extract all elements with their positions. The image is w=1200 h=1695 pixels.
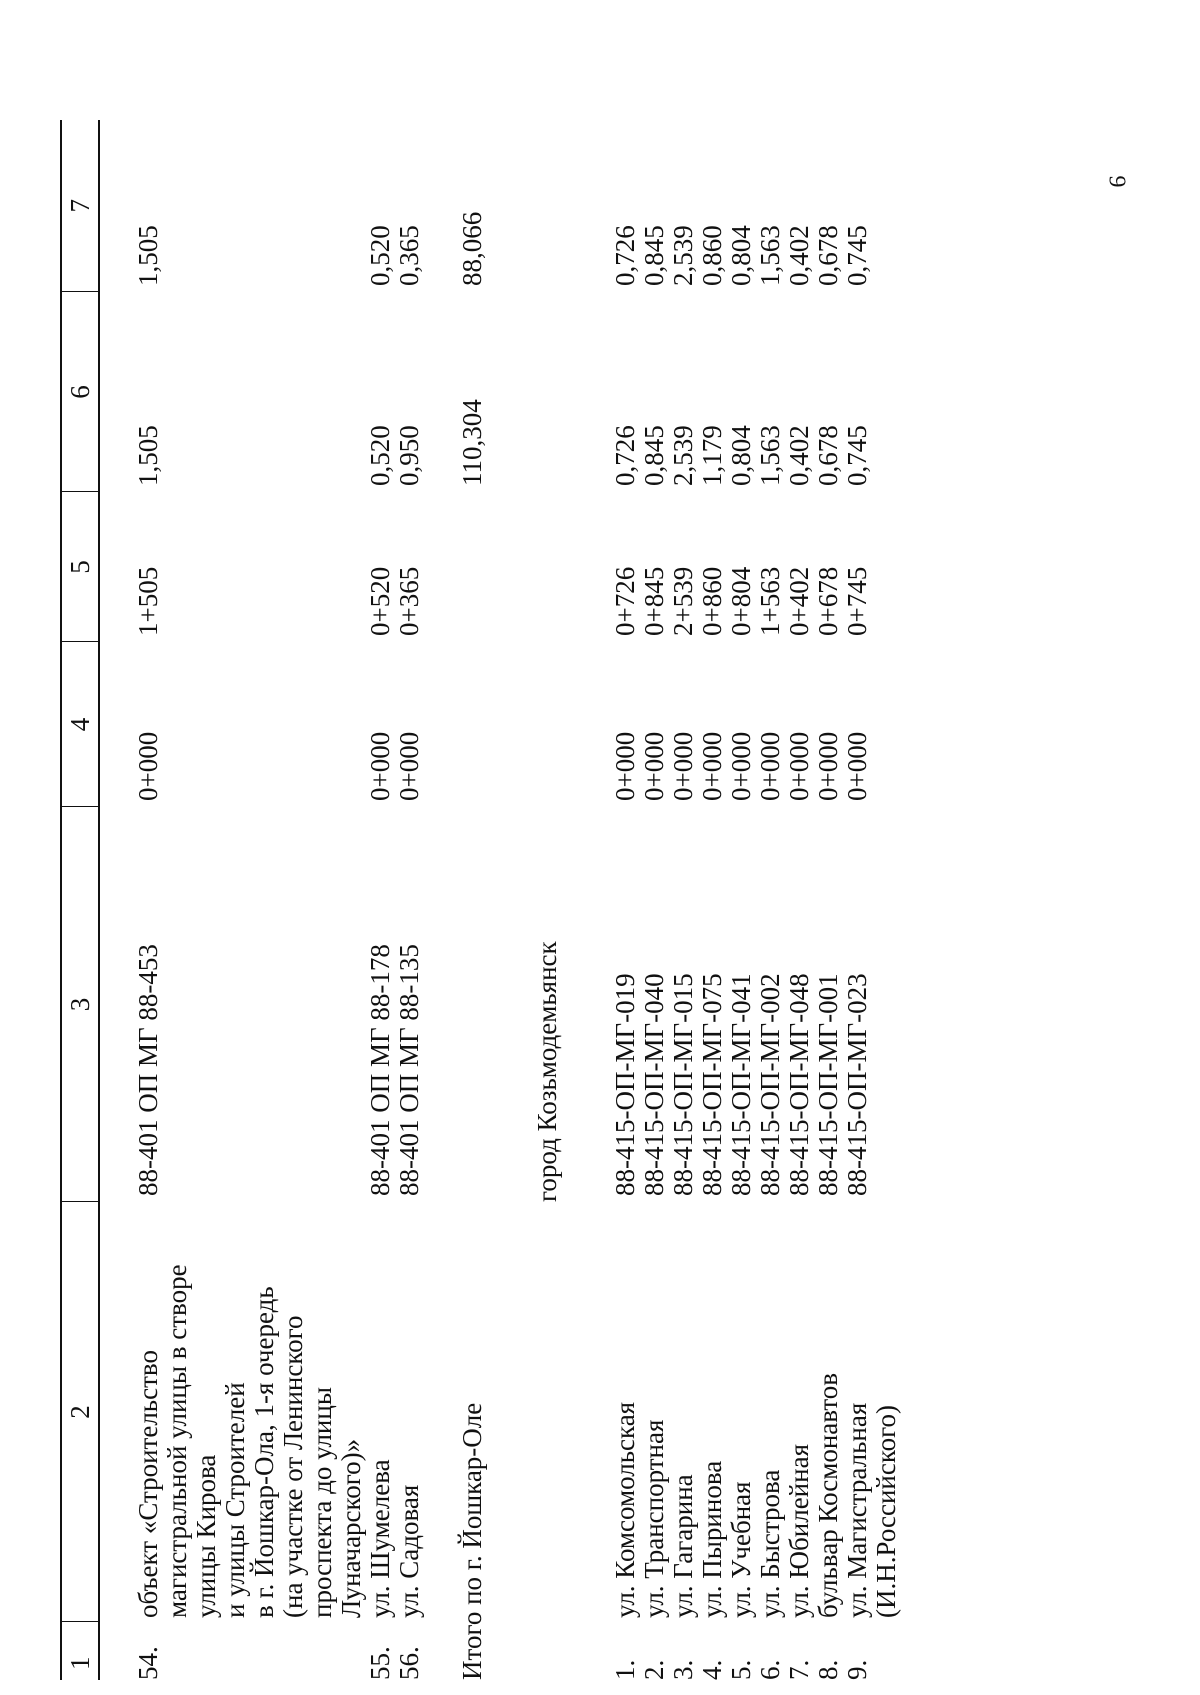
total-length: 0,402 xyxy=(784,425,814,486)
length-value: 0,520 xyxy=(365,225,395,286)
road-code: 88-415-ОП-МГ-040 xyxy=(639,973,669,1196)
start-km: 0+000 xyxy=(813,731,843,801)
row-number: 56. xyxy=(394,1646,424,1680)
total-length: 0,520 xyxy=(365,425,395,486)
total-length: 2,539 xyxy=(668,425,698,486)
road-name xyxy=(756,1202,785,1622)
length-value: 0,804 xyxy=(726,225,756,286)
table-row xyxy=(366,120,395,1680)
city-empty xyxy=(487,1202,577,1622)
end-km: 0+860 xyxy=(697,566,727,636)
road-code: 88-415-ОП-МГ-019 xyxy=(610,973,640,1196)
header-row xyxy=(61,120,99,1680)
table-body xyxy=(99,120,901,1680)
road-name-line: ул. Транспортная xyxy=(639,1419,669,1618)
table-row xyxy=(756,120,785,1680)
spacer-row xyxy=(99,120,134,1680)
row-number: 5. xyxy=(726,1659,756,1680)
end-km: 0+402 xyxy=(784,566,814,636)
city-empty xyxy=(487,1622,577,1680)
total-length: 0,726 xyxy=(610,425,640,486)
road-code: 88-415-ОП-МГ-023 xyxy=(842,973,872,1196)
start-km: 0+000 xyxy=(610,731,640,801)
road-name-line: ул. Учебная xyxy=(726,1481,756,1618)
start-km: 0+000 xyxy=(365,731,395,801)
table-row xyxy=(611,120,640,1680)
road-name-line: в г. Йошкар-Ола, 1-я очередь xyxy=(249,1286,279,1618)
city-row xyxy=(487,120,577,1680)
start-km: 0+000 xyxy=(842,731,872,801)
total-length: 0,745 xyxy=(842,425,872,486)
road-name-line: улицы Кирова xyxy=(191,1454,221,1618)
road-name-line: магистральной улицы в створе xyxy=(162,1264,192,1618)
road-code: 88-401 ОП МГ 88-178 xyxy=(365,944,395,1196)
row-number: 3. xyxy=(668,1659,698,1680)
spacer-row xyxy=(577,120,611,1680)
total-row xyxy=(458,120,487,1680)
table-row xyxy=(669,120,698,1680)
length-value: 2,539 xyxy=(668,225,698,286)
total-length-value: 88,066 xyxy=(457,211,487,286)
road-code: 88-415-ОП-МГ-048 xyxy=(784,973,814,1196)
total-length: 0,845 xyxy=(639,425,669,486)
start-km: 0+000 xyxy=(394,731,424,801)
road-name xyxy=(698,1202,727,1622)
length-value: 0,860 xyxy=(697,225,727,286)
total-length: 0,678 xyxy=(813,425,843,486)
road-code: 88-415-ОП-МГ-075 xyxy=(697,973,727,1196)
row-number: 8. xyxy=(813,1659,843,1680)
header-col-3: 3 xyxy=(61,807,99,1202)
road-name-line: (на участке от Ленинского xyxy=(278,1315,308,1618)
row-number: 6. xyxy=(755,1659,785,1680)
row-number: 55. xyxy=(365,1646,395,1680)
road-name-line: и улицы Строителей xyxy=(220,1382,250,1618)
road-code: 88-415-ОП-МГ-002 xyxy=(755,973,785,1196)
table-row xyxy=(395,120,424,1680)
total-length: 1,505 xyxy=(133,425,163,486)
road-code: 88-401 ОП МГ 88-135 xyxy=(394,944,424,1196)
city-heading: город Козьмодемьянск xyxy=(532,941,562,1202)
length-value: 0,365 xyxy=(394,225,424,286)
header-col-4: 4 xyxy=(61,642,99,807)
header-col-1: 1 xyxy=(61,1622,99,1680)
road-name-line: ул. Гагарина xyxy=(668,1474,698,1618)
spacer-row xyxy=(424,120,458,1680)
road-name-line: ул. Комсомольская xyxy=(610,1401,640,1618)
end-km: 0+804 xyxy=(726,566,756,636)
city-empty xyxy=(487,120,577,807)
end-km: 1+563 xyxy=(755,566,785,636)
road-name xyxy=(843,1202,901,1622)
road-name-line: ул. Юбилейная xyxy=(784,1444,814,1618)
row-number: 1. xyxy=(610,1659,640,1680)
length-value: 0,726 xyxy=(610,225,640,286)
end-km: 0+845 xyxy=(639,566,669,636)
road-name-line: проспекта до улицы xyxy=(307,1387,337,1618)
end-km: 0+520 xyxy=(365,566,395,636)
table-row xyxy=(640,120,669,1680)
road-name xyxy=(366,1202,395,1622)
road-name xyxy=(814,1202,843,1622)
end-km: 2+539 xyxy=(668,566,698,636)
total-length: 0,950 xyxy=(394,425,424,486)
road-code: 88-401 ОП МГ 88-453 xyxy=(133,944,163,1196)
start-km: 0+000 xyxy=(133,731,163,801)
end-km: 1+505 xyxy=(133,566,163,636)
road-name-line: ул. Пыринова xyxy=(697,1460,727,1618)
start-km: 0+000 xyxy=(784,731,814,801)
start-km: 0+000 xyxy=(726,731,756,801)
row-number: 54. xyxy=(133,1646,163,1680)
row-number: 7. xyxy=(784,1659,814,1680)
road-code: 88-415-ОП-МГ-001 xyxy=(813,973,843,1196)
table-row xyxy=(843,120,901,1680)
row-number: 9. xyxy=(842,1659,872,1680)
header-col-7: 7 xyxy=(61,120,99,292)
road-name xyxy=(669,1202,698,1622)
road-name-line: объект «Строительство xyxy=(133,1350,163,1618)
table-row xyxy=(814,120,843,1680)
road-name xyxy=(134,1202,366,1622)
length-value: 1,563 xyxy=(755,225,785,286)
header-col-6: 6 xyxy=(61,292,99,492)
length-value: 0,745 xyxy=(842,225,872,286)
total-length: 1,179 xyxy=(697,425,727,486)
header-col-5: 5 xyxy=(61,492,99,642)
total-label: Итого по г. Йошкар-Оле xyxy=(457,1402,487,1680)
road-name-line: (И.Н.Российского) xyxy=(871,1405,901,1618)
start-km: 0+000 xyxy=(639,731,669,801)
table-row xyxy=(727,120,756,1680)
road-name-line: ул. Магистральная xyxy=(842,1402,872,1618)
start-km: 0+000 xyxy=(668,731,698,801)
total-length: 110,304 xyxy=(457,399,487,486)
road-name xyxy=(395,1202,424,1622)
road-name xyxy=(727,1202,756,1622)
start-km: 0+000 xyxy=(755,731,785,801)
length-value: 0,678 xyxy=(813,225,843,286)
table-row xyxy=(698,120,727,1680)
rotated-page xyxy=(60,120,1180,1680)
start-km: 0+000 xyxy=(697,731,727,801)
road-name-line: ул. Быстрова xyxy=(755,1469,785,1618)
road-name xyxy=(611,1202,640,1622)
row-number: 4. xyxy=(697,1659,727,1680)
end-km: 0+365 xyxy=(394,566,424,636)
table-row xyxy=(785,120,814,1680)
end-km: 0+745 xyxy=(842,566,872,636)
road-code: 88-415-ОП-МГ-041 xyxy=(726,973,756,1196)
header-col-2: 2 xyxy=(61,1202,99,1622)
road-name-line: бульвар Космонавтов xyxy=(813,1372,843,1618)
length-value: 1,505 xyxy=(133,225,163,286)
end-km: 0+726 xyxy=(610,566,640,636)
road-name-line: ул. Шумелева xyxy=(365,1459,395,1618)
roads-table xyxy=(60,120,901,1680)
total-length: 0,804 xyxy=(726,425,756,486)
road-name-line: ул. Садовая xyxy=(394,1484,424,1618)
road-name xyxy=(785,1202,814,1622)
total-length: 1,563 xyxy=(755,425,785,486)
road-name xyxy=(640,1202,669,1622)
road-code: 88-415-ОП-МГ-015 xyxy=(668,973,698,1196)
length-value: 0,402 xyxy=(784,225,814,286)
length-value: 0,845 xyxy=(639,225,669,286)
page-number: 9 xyxy=(1103,175,1130,188)
end-km: 0+678 xyxy=(813,566,843,636)
row-number: 2. xyxy=(639,1659,669,1680)
road-name-line: Луначарского)» xyxy=(336,1438,366,1618)
table-row xyxy=(134,120,366,1680)
